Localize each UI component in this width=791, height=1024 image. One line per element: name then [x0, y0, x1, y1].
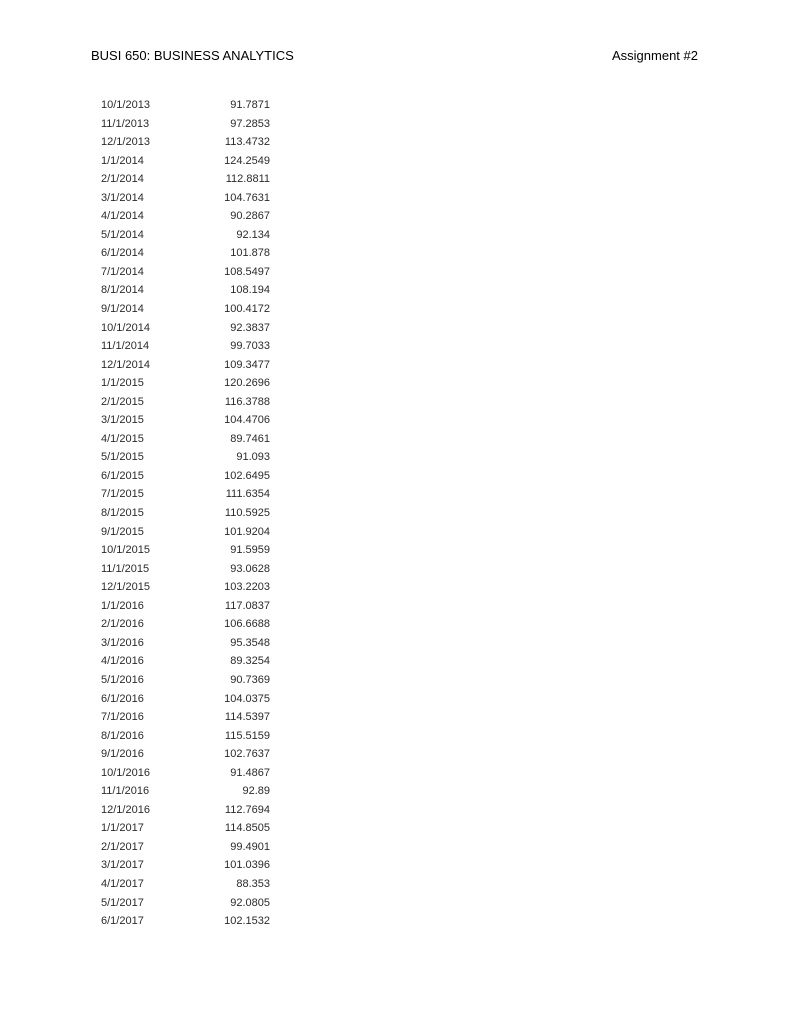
table-row [101, 467, 270, 486]
date-cell: 1/1/2017 [101, 822, 144, 835]
date-cell: 8/1/2015 [101, 507, 144, 520]
value-cell: 100.4172 [224, 303, 270, 316]
value-cell: 104.0375 [224, 692, 270, 705]
value-cell: 102.1532 [224, 915, 270, 928]
table-row [101, 875, 270, 894]
assignment-label: Assignment #2 [612, 47, 698, 63]
date-cell: 6/1/2014 [101, 247, 144, 260]
date-cell: 9/1/2015 [101, 525, 144, 538]
date-cell: 4/1/2014 [101, 210, 144, 223]
value-cell: 95.3548 [230, 636, 270, 649]
table-row [101, 226, 270, 245]
table-row [101, 319, 270, 338]
value-cell: 102.7637 [224, 748, 270, 761]
date-cell: 6/1/2015 [101, 469, 144, 482]
value-cell: 116.3788 [224, 395, 270, 408]
date-cell: 11/1/2013 [101, 117, 150, 130]
table-row [101, 541, 270, 560]
value-cell: 91.5959 [230, 544, 270, 557]
date-cell: 5/1/2017 [101, 896, 144, 909]
value-cell: 93.0628 [230, 562, 270, 575]
table-row [101, 504, 270, 523]
date-cell: 10/1/2016 [101, 766, 150, 779]
value-cell: 91.4867 [230, 766, 270, 779]
value-cell: 104.7631 [224, 191, 270, 204]
date-cell: 7/1/2014 [101, 265, 144, 278]
course-title: BUSI 650: BUSINESS ANALYTICS [91, 47, 294, 63]
table-row [101, 819, 270, 838]
data-table [101, 96, 270, 931]
table-row [101, 244, 270, 263]
value-cell: 89.3254 [230, 655, 270, 668]
date-cell: 4/1/2015 [101, 432, 144, 445]
table-row [101, 801, 270, 820]
date-cell: 11/1/2016 [101, 785, 150, 798]
value-cell: 112.7694 [224, 803, 270, 816]
table-row [101, 708, 270, 727]
value-cell: 92.134 [236, 228, 270, 241]
date-cell: 4/1/2016 [101, 655, 144, 668]
data-table-body [101, 96, 270, 931]
date-cell: 12/1/2013 [101, 136, 150, 149]
table-row [101, 523, 270, 542]
table-row [101, 189, 270, 208]
date-cell: 10/1/2014 [101, 321, 150, 334]
value-cell: 114.5397 [224, 711, 270, 724]
table-row [101, 430, 270, 449]
date-cell: 3/1/2015 [101, 414, 144, 427]
value-cell: 109.3477 [224, 358, 270, 371]
table-row [101, 690, 270, 709]
value-cell: 90.2867 [230, 210, 270, 223]
date-cell: 2/1/2016 [101, 618, 144, 631]
date-cell: 8/1/2016 [101, 729, 144, 742]
table-row [101, 634, 270, 653]
date-cell: 1/1/2016 [101, 599, 144, 612]
date-cell: 5/1/2014 [101, 228, 144, 241]
date-cell: 6/1/2017 [101, 915, 144, 928]
value-cell: 108.194 [230, 284, 270, 297]
value-cell: 92.0805 [230, 896, 270, 909]
table-row [101, 448, 270, 467]
table-row [101, 337, 270, 356]
table-row [101, 393, 270, 412]
date-cell: 2/1/2014 [101, 173, 144, 186]
value-cell: 101.878 [230, 247, 270, 260]
value-cell: 91.7871 [230, 99, 270, 111]
table-row [101, 782, 270, 801]
table-row [101, 356, 270, 375]
table-row [101, 374, 270, 393]
value-cell: 110.5925 [224, 507, 270, 520]
value-cell: 99.4901 [230, 840, 270, 853]
table-row [101, 912, 270, 931]
value-cell: 91.093 [236, 451, 270, 464]
value-cell: 103.2203 [224, 581, 270, 594]
table-row [101, 615, 270, 634]
date-cell: 5/1/2016 [101, 673, 144, 686]
table-row [101, 170, 270, 189]
table-row [101, 652, 270, 671]
date-cell: 8/1/2014 [101, 284, 144, 297]
table-row [101, 671, 270, 690]
table-row [101, 745, 270, 764]
value-cell: 113.4732 [224, 136, 270, 149]
page-header [91, 45, 698, 65]
date-cell: 4/1/2017 [101, 877, 144, 890]
table-row [101, 281, 270, 300]
value-cell: 92.3837 [230, 321, 270, 334]
value-cell: 124.2549 [224, 154, 270, 167]
value-cell: 120.2696 [224, 377, 270, 390]
table-row [101, 856, 270, 875]
date-cell: 5/1/2015 [101, 451, 144, 464]
table-row [101, 263, 270, 282]
date-cell: 12/1/2015 [101, 581, 150, 594]
date-cell: 9/1/2016 [101, 748, 144, 761]
value-cell: 88.353 [236, 877, 270, 890]
table-row [101, 727, 270, 746]
table-row [101, 96, 270, 115]
value-cell: 115.5159 [224, 729, 270, 742]
value-cell: 97.2853 [230, 117, 270, 130]
table-row [101, 764, 270, 783]
value-cell: 108.5497 [224, 265, 270, 278]
value-cell: 117.0837 [224, 599, 270, 612]
date-cell: 3/1/2016 [101, 636, 144, 649]
value-cell: 106.6688 [224, 618, 270, 631]
date-cell: 3/1/2017 [101, 859, 144, 872]
table-row [101, 152, 270, 171]
table-row [101, 838, 270, 857]
value-cell: 112.8811 [225, 173, 270, 186]
table-row [101, 300, 270, 319]
date-cell: 7/1/2015 [101, 488, 144, 501]
value-cell: 104.4706 [224, 414, 270, 427]
value-cell: 90.7369 [230, 673, 270, 686]
date-cell: 2/1/2017 [101, 840, 144, 853]
value-cell: 99.7033 [230, 340, 270, 353]
value-cell: 111.6354 [225, 488, 270, 501]
date-cell: 12/1/2014 [101, 358, 150, 371]
date-cell: 12/1/2016 [101, 803, 150, 816]
table-row [101, 578, 270, 597]
date-cell: 6/1/2016 [101, 692, 144, 705]
date-cell: 11/1/2014 [101, 340, 150, 353]
date-cell: 10/1/2013 [101, 99, 150, 111]
table-row [101, 133, 270, 152]
table-row [101, 411, 270, 430]
table-row [101, 597, 270, 616]
value-cell: 101.9204 [224, 525, 270, 538]
date-cell: 10/1/2015 [101, 544, 150, 557]
date-cell: 7/1/2016 [101, 711, 144, 724]
value-cell: 92.89 [242, 785, 270, 798]
date-cell: 11/1/2015 [101, 562, 150, 575]
date-cell: 3/1/2014 [101, 191, 144, 204]
table-row [101, 115, 270, 134]
date-cell: 1/1/2015 [101, 377, 144, 390]
date-cell: 1/1/2014 [101, 154, 144, 167]
table-row [101, 894, 270, 913]
date-cell: 2/1/2015 [101, 395, 144, 408]
value-cell: 102.6495 [224, 469, 270, 482]
date-cell: 9/1/2014 [101, 303, 144, 316]
table-row [101, 485, 270, 504]
table-row [101, 207, 270, 226]
value-cell: 101.0396 [224, 859, 270, 872]
value-cell: 114.8505 [224, 822, 270, 835]
value-cell: 89.7461 [230, 432, 270, 445]
table-row [101, 560, 270, 579]
